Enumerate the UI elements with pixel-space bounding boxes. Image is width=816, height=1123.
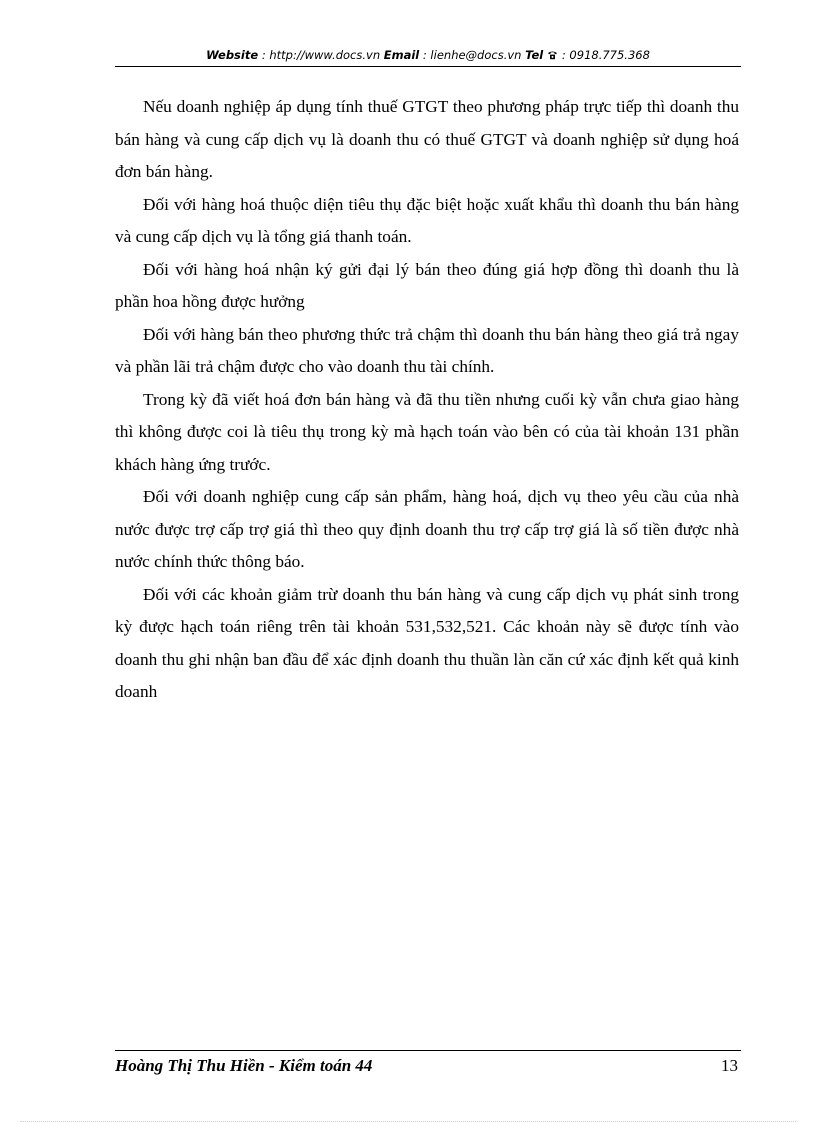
phone-number: : 0918.775.368 xyxy=(561,48,650,62)
paragraph: Đối với hàng bán theo phương thức trả chậm thì doanh thu bán hàng theo giá trả ngay và phần lãi trả chậm được cho vào doanh thu tài chính. xyxy=(115,324,739,376)
paragraph: Trong kỳ đã viết hoá đơn bán hàng và đã thu tiền nhưng cuối kỳ vẫn chưa giao hàng thì không được coi là tiêu thụ trong kỳ mà hạch toán vào bên có của tài khoản 131 phần khách hàng ứng trước. xyxy=(115,389,739,474)
email-label: Email xyxy=(383,48,420,62)
paragraph: Đối với hàng hoá nhận ký gửi đại lý bán theo đúng giá hợp đồng thì doanh thu là phần hoa hồng được hưởng xyxy=(115,259,739,311)
paragraph: Đối với doanh nghiệp cung cấp sản phẩm, hàng hoá, dịch vụ theo yêu cầu của nhà nước được trợ cấp trợ giá thì theo quy định doanh thu trợ cấp trợ giá là số tiền được nhà nước chính thức thông báo. xyxy=(115,487,739,571)
footer-author: Hoàng Thị Thu Hiền - Kiểm toán 44 xyxy=(115,1056,373,1075)
website-url[interactable]: : http://www.docs.vn xyxy=(261,48,381,62)
email-address[interactable]: : lienhe@docs.vn xyxy=(422,48,522,62)
page-edge-dotted-line xyxy=(20,1121,796,1122)
header-divider xyxy=(115,66,741,67)
telephone-icon xyxy=(547,48,558,64)
tel-label: Tel xyxy=(525,48,544,62)
website-label: Website xyxy=(206,48,259,62)
paragraph: Đối với hàng hoá thuộc diện tiêu thụ đặc biệt hoặc xuất khẩu thì doanh thu bán hàng và cung cấp dịch vụ là tổng giá thanh toán. xyxy=(115,194,739,246)
page-footer xyxy=(115,1053,741,1079)
footer-divider xyxy=(115,1050,741,1051)
page-header xyxy=(115,47,741,64)
paragraph: Nếu doanh nghiệp áp dụng tính thuế GTGT theo phương pháp trực tiếp thì doanh thu bán hàng và cung cấp dịch vụ là doanh thu có thuế GTGT và doanh nghiệp sử dụng hoá đơn bán hàng. xyxy=(115,97,739,181)
paragraph: Đối với các khoản giảm trừ doanh thu bán hàng và cung cấp dịch vụ phát sinh trong kỳ được hạch toán riêng trên tài khoản 531,532,521. Các khoản này sẽ được tính vào doanh thu ghi nhận ban đầu để xác định doanh thu thuần làn căn cứ xác định kết quả kinh doanh xyxy=(115,584,739,701)
page-number: 13 xyxy=(721,1056,738,1075)
document-body xyxy=(115,91,739,709)
